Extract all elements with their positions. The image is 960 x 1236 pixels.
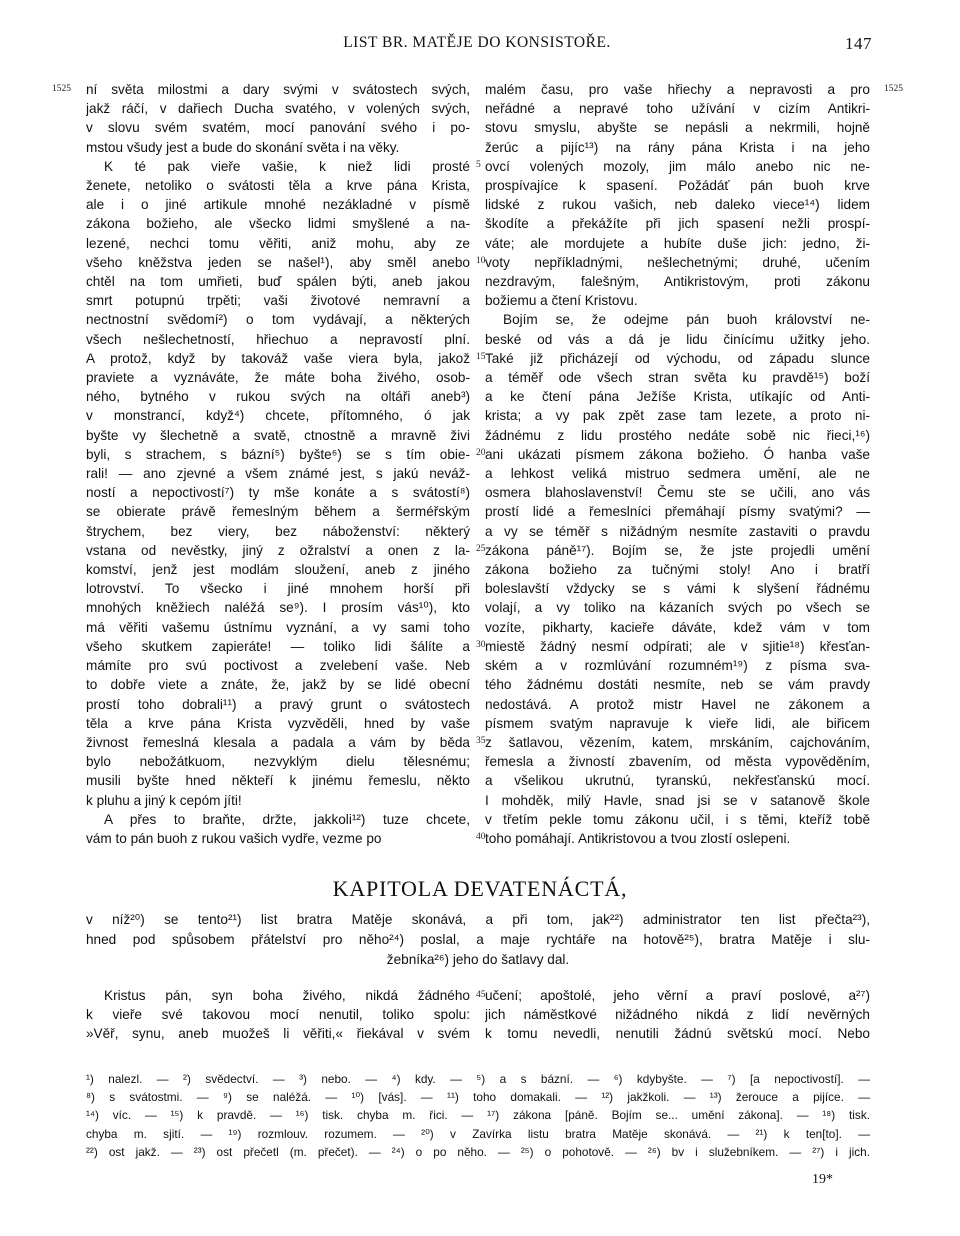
chapter-title: KAPITOLA DEVATENÁCTÁ, (332, 876, 628, 901)
right-column-line: tého žádnému dostáti nesmíte, neb se vám pravdy (485, 677, 870, 693)
right-column-line: řemesla a živností zbavením, od města vypověděním, (485, 754, 870, 770)
right-column-line: ském a v rozmlúvání rozumném¹⁹) z písma sva- (485, 658, 870, 674)
right-column-line: Také již přicházejí od východu, od západu slunce (485, 350, 870, 366)
chapter-intro (86, 910, 870, 970)
left-column-line: rali! — ano zjevné a všem známé jest, s jakú neváž- (86, 466, 470, 482)
right-column-line: miestě žádný nesmí odpírati; ale v sjitie¹⁸) křesťan- (485, 638, 870, 654)
chapter-right-line: učení; apoštolé, jeho věrní a praví poslové, a²⁷) (485, 988, 870, 1003)
right-column-line: volají, a vy toliko na kázaních svých po všech se (485, 600, 870, 616)
left-column-line: byli, s strachem, s bázní⁵) byšte⁶) se s tím obie- (86, 446, 470, 462)
margin-year-left: 1525 (52, 84, 71, 94)
right-column-line: a lehkost veliká mistruo sedmera umění, ale ne (485, 466, 870, 482)
left-column-line: lezené, nechci tomu věřiti, aniž mohu, aby ze (86, 235, 470, 251)
right-column-line: zákona páně¹⁷). Bojím se, že jste projedli umění (485, 542, 870, 558)
line-marker: 35 (476, 736, 486, 746)
right-column-line: neřádné a nepravé toho užívání v cizím Antikri- (485, 101, 870, 117)
chapter-intro-line: hned pod spůsobem přátelství pro něho²⁴) poslal, a maje rychtáře na hotově²⁵), bratra Matěje i slu- (86, 932, 870, 947)
left-column-line: ného, bytného v rukou svých na oltáři aneb³) (86, 389, 470, 405)
footnote-line: ¹) nalezl. — ²) svědectví. — ³) nebo. — ⁴) kdy. — ⁵) a s bázní. — ⁶) kdybyšte. — ⁷) [a nepoctivostí]. — (86, 1072, 870, 1086)
right-column-line: a všelikou ukrutnú, tyranskú, nekřesťanskú mocí. (485, 773, 870, 789)
right-column-line: žerúc a pijíc¹³) na rány pána Krista i na jeho (485, 139, 870, 155)
margin-year-right: 1525 (884, 84, 903, 94)
chapter-right-line: jich náměstkové nižádného nikdá z lidí nevěrných (485, 1007, 870, 1023)
right-column-line: malém času, pro vaše hřiechy a nepravosti a pro (485, 82, 870, 97)
footnotes (86, 1070, 870, 1161)
chapter-left-line: »Věř, synu, aneb muožeš li věřiti,« řiekával v svém (86, 1026, 470, 1042)
footnote-line: ⁸) s svátostmi. — ⁹) se naléžá. — ¹⁰) [vás]. — ¹¹) toho domakali. — ¹²) jakžkoli. — ¹³) žerouce a pijíce. — (86, 1090, 870, 1105)
right-column-line: a ke čtení pána Ježíše Krista, utíkajíc od Anti- (485, 389, 870, 405)
left-column-line: byšte vy šlechetně a svatě, ctnostně a mravně živi (86, 427, 470, 443)
left-column-line: komství, jenž jest modlám sloužení, aneb z jiného (86, 562, 470, 578)
left-column-line: se obierate právě řemeslným během a šerméřským (86, 504, 470, 520)
chapter-intro-line: žebníka²⁶) jeho do šatlavy dal. (386, 952, 570, 967)
left-column-line: těla a krve pána Krista vyzvěděli, hned by vaše (86, 715, 470, 731)
left-column-line: smrt potupnú trpěti; vaši životové nemravní a (86, 293, 470, 309)
right-column-line: z šatlavou, vězením, katem, mrskáním, cajchováním, (485, 734, 870, 750)
right-column-line: nedostává. A protož mistr Havel ne zákonem a (485, 696, 870, 712)
chapter-left-line: Kristus pán, syn boha živého, nikdá žádného (104, 988, 470, 1003)
left-column-line: mámíte pro svú poctivost a zvelebení vaše. Neb (86, 658, 470, 674)
right-column-line: lidské z rukou vašich, neb daleko viece¹⁴) lidem (485, 197, 870, 213)
line-marker: 5 (476, 160, 481, 170)
line-marker: 45 (476, 990, 486, 1000)
left-column-line: v slovu svém svatém, mocí panování svého i po- (86, 120, 470, 136)
right-column-line: stovu smyslu, abyšte se nepásli a nekrmili, hojně (485, 120, 870, 136)
left-column-line: A protož, když by takováž vaše viera byla, jakož (86, 350, 470, 366)
right-column-line: nezdravým, falešným, Antikristovým, proti zákonu (485, 274, 870, 290)
right-column-line: krista; a vy pak zpět zase tam lezete, a proto ni- (485, 408, 870, 424)
running-title: LIST BR. MATĚJE DO KONSISTOŘE. (343, 34, 611, 51)
chapter-left-column (86, 986, 470, 1044)
line-marker: 15 (476, 352, 486, 362)
left-column-line: lotrovství. To všecko i jiné mnohem horší při (86, 581, 470, 597)
left-column-line: chtěl na tom umřieti, buď spálen býti, aneb jakou (86, 274, 470, 290)
line-marker: 10 (476, 256, 486, 266)
left-column-line: ností a nepoctivostí⁷) ty mše konáte a s svátostí⁸) (86, 485, 470, 501)
right-column (485, 80, 870, 848)
left-column-line: to dobře viete a znáte, že, jakž by se lidé obecní (86, 677, 470, 693)
left-column-line: mnohých kněžiech naléžá se⁹). I prosím vás¹⁰), kto (86, 600, 470, 616)
left-column-line: v monstrancí, když⁴) chcete, přítomného, ó jak (86, 408, 470, 424)
left-column-line: štrychem, bez viery, bez náboženství: některý (86, 523, 470, 539)
right-column-line: osmera blahoslavenství! Čemu ste se učili, ano vás (485, 485, 870, 501)
right-column-line: žádnému z lidu prostého nedáte sobě nic řieci,¹⁶) (485, 427, 870, 443)
footnote-line: chyba m. sjití. — ¹⁹) rozmlouv. rozumem. — ²⁰) v Zavírka listu bratra Matěje skonává. — ²¹) k ten[to]. — (86, 1126, 870, 1141)
right-column-line: Bojím se, že odejme pán buoh království ne- (503, 312, 870, 328)
left-column-line: vstana od nevěstky, jiný z ožralství a onen z la- (86, 542, 470, 558)
chapter-right-column (485, 986, 870, 1044)
page-number: 147 (845, 34, 872, 53)
left-column-line: všech nešlechetností, hřiechuo a nepravostí plní. (86, 331, 470, 347)
left-column-line: ženete, netoliko o svátosti těla a krve pána Krista, (86, 178, 470, 194)
left-column-line: ní světa milostmi a dary svými v svátostech svých, (86, 82, 470, 97)
right-column-line: prospívajíce k spasení. Požádáť pán buoh krve (485, 178, 870, 194)
left-column-line: všeho skutkem zapieráte! — toliko lidi šálíte a (86, 638, 470, 654)
chapter-left-line: k vieře své takovou mocí nenutil, toliko spolu: (86, 1007, 470, 1023)
right-column-line: voty nepříkladnými, nešlechetnými; druhé, učením (485, 254, 870, 270)
right-column-line: boleslavští vždycky se s vámi k slyšení řádnému (485, 581, 870, 597)
left-column-line: K té pak vieře vašie, k niež lidi prosté (104, 158, 470, 174)
right-column-line: písmem svatým napravuje k vieře lidi, ale biřicem (485, 715, 870, 731)
left-column-line: A přes to braňte, držte, jakkoli¹²) tuze chcete, (104, 811, 470, 827)
right-column-line: a téměř ode všech stran světa ku pravdě¹⁵) boží (485, 370, 870, 386)
left-column-line: má věřiti vašemu ústnímu vyznání, a vy sami toho (86, 619, 470, 635)
right-column-line: toho pomáhají. Antikristovou a tvou zlostí oslepeni. (485, 830, 791, 846)
left-column-line: všeho kněžstva jeden se našel¹), aby směl anebo (86, 254, 470, 270)
signature-mark: 19* (812, 1172, 833, 1187)
line-marker: 20 (476, 448, 486, 458)
right-column-line: škodíte a překážíte při jich spasení nežli prospí- (485, 216, 870, 232)
chapter-intro-line: v níž²⁰) se tento²¹) list bratra Matěje skonává, a při tom, jak²²) administrator ten list přečta²³), (86, 912, 870, 927)
right-column-line: božiemu a čtení Kristovu. (485, 293, 638, 309)
right-column-line: a vy se téměř s nižádným nesmíte zastaviti o pravdu (485, 523, 870, 539)
left-column-line: prostí toho dobrali¹¹) a pravý grunt o svátostech (86, 696, 470, 712)
right-column-line: v třetím pekle tomu zákonu učil, i s těmi, kteříž tobě (485, 811, 870, 827)
left-column-line: k pluhu a jiný k cepóm jíti! (86, 792, 242, 808)
left-column-line: mstou všudy jest a bude do skonání světa i na věky. (86, 139, 400, 155)
left-column (86, 80, 470, 848)
footnote-line: ¹⁴) víc. — ¹⁵) k pravdě. — ¹⁶) tisk. chyba m. řici. — ¹⁷) zákona [páně. Bojím se... umění zákona]. — ¹⁸) tisk. (86, 1108, 870, 1123)
left-column-line: musili byšte hned někteří k jinému řemeslu, někto (86, 773, 470, 789)
line-marker: 40 (476, 832, 486, 842)
right-column-line: prostí lidé a řemeslníci přemáhají písmy svatými? — (485, 504, 870, 520)
left-column-line: ale i o jiné artikule mnohé nezákladné v písmě (86, 197, 470, 213)
left-column-line: nectnostní svědomí²) o tom vydávají, a některých (86, 312, 470, 328)
line-marker: 25 (476, 544, 486, 554)
left-column-line: jakž ráčí, v dařiech Ducha svatého, v volených svých, (86, 101, 470, 117)
right-column-line: váte; ale mordujete a hubíte duše jich: jedno, ži- (485, 235, 870, 251)
right-column-line: zákona božieho za tučnými stoly! Ano i bratří (485, 562, 870, 578)
right-column-line: vozíte, pikharty, kacieře dáváte, kdež vám v tom (485, 619, 870, 635)
left-column-line: vám to pán buoh z rukou vašich vydře, vezme po (86, 830, 382, 846)
line-marker: 30 (476, 640, 486, 650)
footnote-line: ²²) ost jakž. — ²³) ost přečetl (m. přečet). — ²⁴) o po něho. — ²⁵) o pohotově. — ²⁶) bv i služebníkem. — ²⁷) i jich. (86, 1144, 870, 1159)
right-column-line: ovcí volených mozoly, jim málo anebo nic ne- (485, 158, 870, 174)
chapter-right-line: k tomu nevedli, nenutili žádnú světskú mocí. Nebo (485, 1026, 870, 1042)
page-header (82, 34, 872, 58)
right-column-line: I mohděk, milý Havle, snad jsi se v satanově škole (485, 792, 870, 808)
left-column-line: zákona božieho, ale všecko lidmi smyšlené a na- (86, 216, 470, 232)
left-column-line: živnost řemeslná klesala a padala a vám by běda (86, 734, 470, 750)
right-column-line: beské od vás a dá je lidu činícímu užitky jeho. (485, 331, 870, 347)
left-column-line: praviete a vyznáváte, že máte boha živého, osob- (86, 370, 470, 386)
right-column-line: ani ukázati písmem zákona božieho. Ó hanba vaše (485, 446, 870, 462)
left-column-line: bylo nebožátkuom, nezvyklým dielu tělesnému; (86, 754, 470, 770)
